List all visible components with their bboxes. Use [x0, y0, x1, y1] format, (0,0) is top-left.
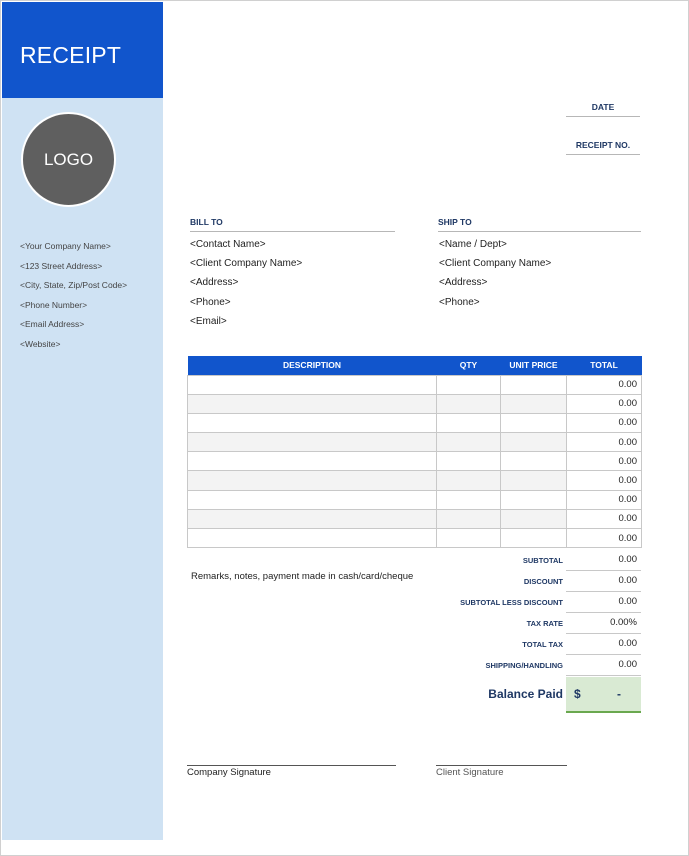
company-signature-line: Company Signature	[187, 765, 396, 778]
logo-text: LOGO	[43, 149, 94, 169]
table-row	[188, 413, 642, 432]
col-total: TOTAL	[567, 356, 642, 375]
tax-rate-label: TAX RATE	[526, 619, 563, 628]
company-street: <123 Street Address>	[20, 260, 103, 271]
summary-row-subtotal	[441, 550, 641, 571]
bill-to-phone: <Phone>	[190, 296, 231, 308]
unit-price-cell[interactable]	[501, 433, 567, 452]
description-cell[interactable]	[188, 471, 437, 490]
balance-paid-label: Balance Paid	[488, 687, 563, 701]
ship-to-phone: <Phone>	[439, 296, 480, 308]
bill-to-heading: BILL TO	[190, 217, 395, 232]
table-row	[188, 509, 642, 528]
table-row	[188, 452, 642, 471]
qty-cell[interactable]	[437, 471, 501, 490]
balance-paid-value-box	[566, 677, 641, 713]
qty-cell[interactable]	[437, 413, 501, 432]
table-row	[188, 471, 642, 490]
subtotal-less-discount-label: SUBTOTAL LESS DISCOUNT	[460, 598, 563, 607]
discount-value[interactable]: 0.00	[566, 571, 641, 592]
logo-placeholder	[21, 112, 116, 207]
summary-row-discount	[441, 571, 641, 592]
summary-row-total-tax	[441, 634, 641, 655]
company-info	[20, 240, 127, 357]
unit-price-cell[interactable]	[501, 452, 567, 471]
company-city: <City, State, Zip/Post Code>	[20, 280, 128, 290]
shipping-label: SHIPPING/HANDLING	[485, 661, 563, 670]
qty-cell[interactable]	[437, 490, 501, 509]
unit-price-cell[interactable]	[501, 375, 567, 394]
unit-price-cell[interactable]	[501, 413, 567, 432]
description-cell[interactable]	[188, 375, 437, 394]
bill-to-company: <Client Company Name>	[190, 258, 303, 270]
ship-to-heading: SHIP TO	[438, 217, 641, 232]
qty-cell[interactable]	[437, 529, 501, 548]
total-cell: 0.00	[567, 452, 642, 471]
qty-cell[interactable]	[437, 375, 501, 394]
qty-cell[interactable]	[437, 452, 501, 471]
qty-cell[interactable]	[437, 394, 501, 413]
unit-price-cell[interactable]	[501, 471, 567, 490]
table-row	[188, 490, 642, 509]
total-cell: 0.00	[567, 433, 642, 452]
total-cell: 0.00	[567, 471, 642, 490]
description-cell[interactable]	[188, 433, 437, 452]
receipt-no-label: RECEIPT NO.	[566, 140, 640, 155]
bill-to-lines	[190, 239, 302, 335]
col-qty: QTY	[437, 356, 501, 375]
description-cell[interactable]	[188, 529, 437, 548]
ship-to-address: <Address>	[439, 277, 488, 289]
date-label: DATE	[566, 102, 640, 117]
company-phone: <Phone Number>	[20, 299, 88, 310]
col-unit-price: UNIT PRICE	[501, 356, 567, 375]
subtotal-label: SUBTOTAL	[522, 556, 563, 565]
description-cell[interactable]	[188, 490, 437, 509]
summary-block	[441, 550, 641, 713]
bill-to-email: <Email>	[190, 315, 227, 327]
bill-to-address: <Address>	[190, 277, 239, 289]
total-tax-label: TOTAL TAX	[522, 640, 563, 649]
summary-row-subtotal-less-discount	[441, 592, 641, 613]
table-row	[188, 433, 642, 452]
description-cell[interactable]	[188, 413, 437, 432]
balance-paid-row	[441, 677, 641, 713]
table-row	[188, 394, 642, 413]
unit-price-cell[interactable]	[501, 509, 567, 528]
summary-row-tax-rate	[441, 613, 641, 634]
description-cell[interactable]	[188, 452, 437, 471]
sidebar	[2, 2, 163, 840]
items-header-row	[188, 356, 642, 375]
unit-price-cell[interactable]	[501, 529, 567, 548]
subtotal-value: 0.00	[566, 550, 641, 571]
shipping-value[interactable]: 0.00	[566, 655, 641, 676]
total-cell: 0.00	[567, 375, 642, 394]
total-cell: 0.00	[567, 529, 642, 548]
total-cell: 0.00	[567, 413, 642, 432]
table-row	[188, 529, 642, 548]
ship-to-lines	[439, 239, 551, 316]
company-name: <Your Company Name>	[20, 241, 111, 251]
qty-cell[interactable]	[437, 509, 501, 528]
description-cell[interactable]	[188, 509, 437, 528]
balance-paid-value: -	[617, 687, 621, 701]
total-cell: 0.00	[567, 394, 642, 413]
unit-price-cell[interactable]	[501, 490, 567, 509]
table-row	[188, 375, 642, 394]
company-email: <Email Address>	[20, 319, 85, 329]
remarks-text: Remarks, notes, payment made in cash/card/cheque	[191, 571, 414, 582]
items-table	[187, 356, 642, 548]
ship-to-name: <Name / Dept>	[439, 239, 507, 250]
col-description: DESCRIPTION	[188, 356, 437, 375]
unit-price-cell[interactable]	[501, 394, 567, 413]
total-cell: 0.00	[567, 509, 642, 528]
title-banner	[2, 2, 163, 98]
summary-row-shipping	[441, 655, 641, 676]
description-cell[interactable]	[188, 394, 437, 413]
ship-to-company: <Client Company Name>	[439, 258, 552, 270]
currency-symbol: $	[574, 687, 581, 701]
bill-to-contact: <Contact Name>	[190, 239, 266, 250]
company-website: <Website>	[20, 338, 61, 349]
total-tax-value: 0.00	[566, 634, 641, 655]
client-signature-line: Client Signature	[436, 765, 567, 778]
tax-rate-value[interactable]: 0.00%	[566, 613, 641, 634]
total-cell: 0.00	[567, 490, 642, 509]
qty-cell[interactable]	[437, 433, 501, 452]
subtotal-less-discount-value: 0.00	[566, 592, 641, 613]
receipt-title: RECEIPT	[20, 42, 122, 68]
discount-label: DISCOUNT	[523, 577, 563, 586]
